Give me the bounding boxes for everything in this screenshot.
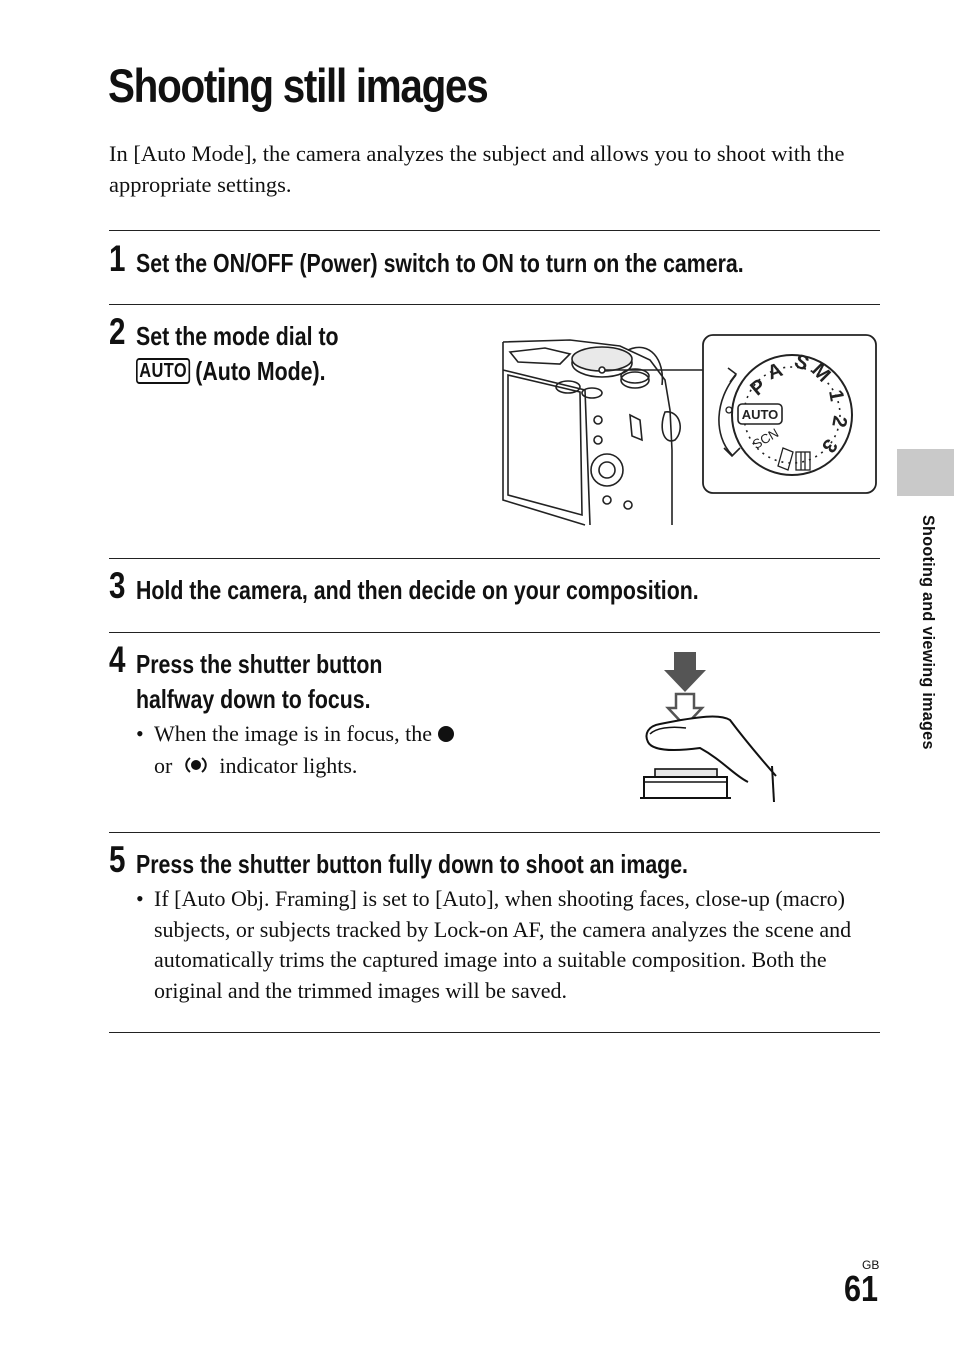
divider [109,632,880,633]
dial-label: P [746,374,771,401]
intro-paragraph: In [Auto Mode], the camera analyzes the subject and allows you to shoot with the appropriate settings. [109,141,845,197]
step-number: 3 [109,565,126,606]
dial-label: S [790,349,813,376]
dial-label: 2 [827,414,851,429]
step-text-line1: Press the shutter button [136,649,383,679]
note-text-part3: indicator lights. [219,753,358,779]
step-number: 2 [109,311,126,352]
page-region-label: GB [862,1258,880,1272]
divider [109,832,880,833]
continuous-focus-indicator-icon [184,753,208,784]
step-text-line1: Set the mode dial to [136,321,339,351]
dial-label: SCN [749,425,782,452]
page-title: Shooting still images [108,59,488,112]
step-number: 5 [109,839,126,880]
dial-label: 1 [824,388,848,403]
divider [109,304,880,305]
step-text: Hold the camera, and then decide on your composition. [136,575,699,605]
dial-label: AUTO [741,407,779,422]
step-text-line2: (Auto Mode). [195,356,326,386]
dial-label: M [807,359,835,387]
shutter-half-press-illustration [630,648,790,806]
bullet-dot: • [136,721,144,746]
divider [109,1032,880,1033]
note-text: If [Auto Obj. Framing] is set to [Auto], when shooting faces, close-up (macro) subjects, or subjects tracked by Lock-on AF, the camera analyzes the scene and automatically trims the captured image into a suitable composition. Both the original and the trimmed images will be saved. [154,886,852,1003]
camera-mode-dial-illustration [500,330,880,530]
step-text: Set the ON/OFF (Power) switch to ON to turn on the camera. [136,248,744,278]
chapter-tab-label: Shooting and viewing images [919,515,938,750]
note-text-part1: When the image is in focus, the [154,721,432,746]
step-text-line2: halfway down to focus. [136,684,371,714]
step-4-note [136,719,494,783]
divider [109,558,880,559]
step-number: 1 [109,238,126,279]
step-5-note [136,884,874,1006]
note-text-part2: or [154,753,173,779]
chapter-tab-marker [897,449,954,496]
dial-label: A [764,358,786,385]
page-number: 61 [844,1268,879,1309]
step-text: Press the shutter button fully down to shoot an image. [136,849,688,879]
focus-indicator-icon [437,721,455,752]
step-text [136,647,382,717]
step-text [136,319,339,389]
divider [109,230,880,231]
bullet-dot: • [136,886,144,911]
step-number: 4 [109,639,126,680]
auto-mode-icon: AUTO [136,358,190,384]
dial-label: 3 [817,434,842,457]
